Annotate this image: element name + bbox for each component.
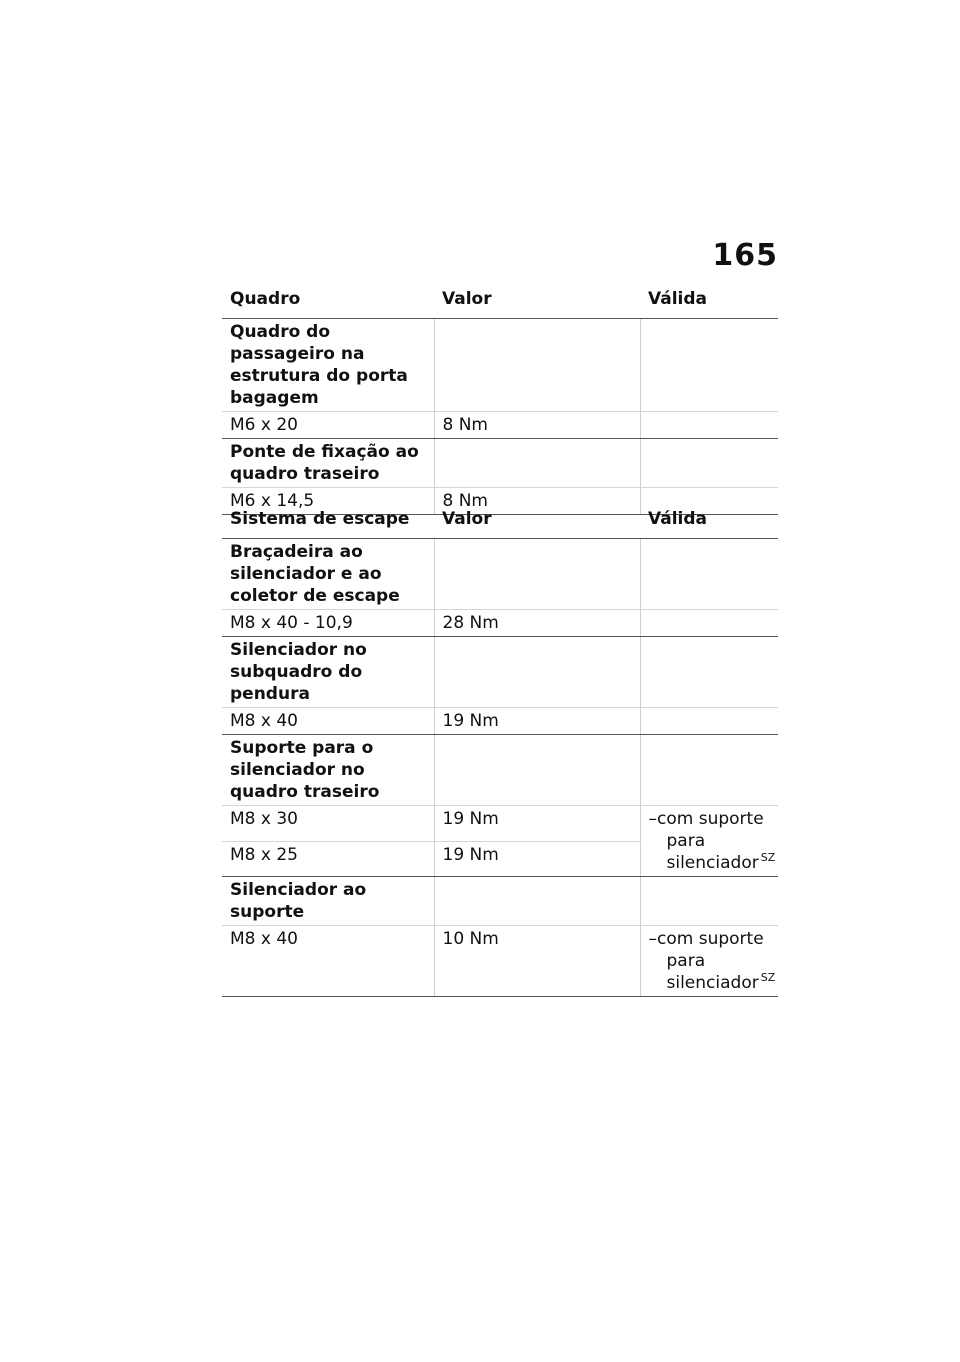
torque-value: 10 Nm	[434, 926, 640, 997]
column-header-valid: Válida	[640, 508, 778, 539]
column-header-valid: Válida	[640, 288, 778, 319]
table-group-row	[222, 439, 778, 488]
validity-text: –com suporte para silenciador	[648, 809, 764, 873]
torque-value: 19 Nm	[434, 806, 640, 842]
table-group-row	[222, 735, 778, 806]
group-label: Quadro do passageiro na estrutura do porta bagagem	[222, 319, 434, 412]
validity-superscript: SZ	[760, 851, 776, 865]
validity	[640, 412, 778, 439]
group-label: Braçadeira ao silenciador e ao coletor de escape	[222, 539, 434, 610]
validity	[640, 708, 778, 735]
table-row	[222, 806, 778, 842]
table-group-row	[222, 539, 778, 610]
table-group-row	[222, 637, 778, 708]
table-group-row	[222, 877, 778, 926]
group-label: Silenciador ao suporte	[222, 877, 434, 926]
table-group-row	[222, 319, 778, 412]
validity-superscript: SZ	[760, 971, 776, 985]
table-row	[222, 610, 778, 637]
page-number: 165	[712, 238, 778, 273]
bolt-size: M8 x 40	[222, 708, 434, 735]
table-row	[222, 412, 778, 439]
column-header-value: Valor	[434, 508, 640, 539]
bolt-size: M6 x 14,5	[222, 488, 434, 515]
validity-text: –com suporte para silenciador	[648, 929, 764, 993]
column-header-value: Valor	[434, 288, 640, 319]
bolt-size: M8 x 30	[222, 806, 434, 842]
torque-value: 19 Nm	[434, 841, 640, 877]
validity	[640, 610, 778, 637]
group-label: Silenciador no subquadro do pendura	[222, 637, 434, 708]
group-label: Suporte para o silenciador no quadro traseiro	[222, 735, 434, 806]
group-label: Ponte de fixação ao quadro traseiro	[222, 439, 434, 488]
torque-value: 8 Nm	[434, 412, 640, 439]
table-row	[222, 708, 778, 735]
exhaust-torque-table	[222, 508, 778, 997]
bolt-size: M8 x 40 - 10,9	[222, 610, 434, 637]
column-header-frame: Quadro	[222, 288, 434, 319]
table-header-row	[222, 508, 778, 539]
column-header-exhaust: Sistema de escape	[222, 508, 434, 539]
frame-torque-table	[222, 288, 778, 515]
validity	[640, 926, 778, 997]
bolt-size: M8 x 25	[222, 841, 434, 877]
bolt-size: M6 x 20	[222, 412, 434, 439]
torque-value: 8 Nm	[434, 488, 640, 515]
table-header-row	[222, 288, 778, 319]
bolt-size: M8 x 40	[222, 926, 434, 997]
table-row	[222, 926, 778, 997]
torque-value: 28 Nm	[434, 610, 640, 637]
validity	[640, 806, 778, 877]
torque-value: 19 Nm	[434, 708, 640, 735]
